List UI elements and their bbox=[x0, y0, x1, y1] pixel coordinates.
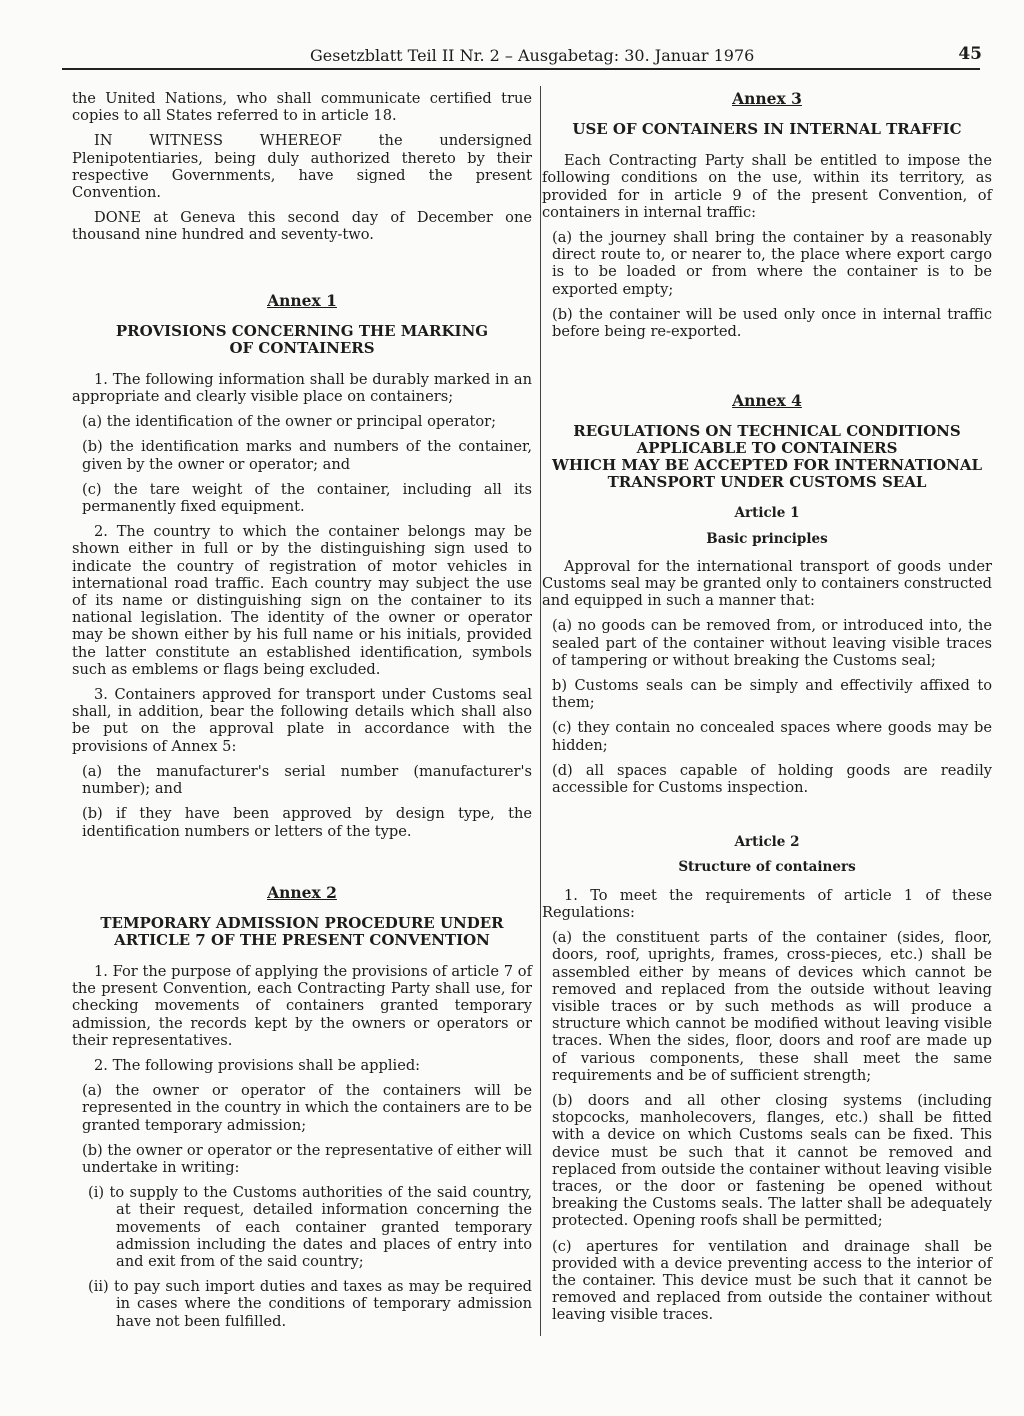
annex-1-title bbox=[72, 323, 532, 357]
annex-4-title-line2: APPLICABLE TO CONTAINERS bbox=[636, 439, 898, 458]
annex-2-para-2b: (b) the owner or operator or the representative of either will undertake in writing: bbox=[82, 1141, 532, 1176]
annex-3-heading: Annex 3 bbox=[732, 89, 802, 108]
article-1-para-a: (a) no goods can be removed from, or introduced into, the sealed part of the container without leaving visible traces of tampering or without breaking the Customs seal; bbox=[552, 617, 992, 669]
annex-3-title: USE OF CONTAINERS IN INTERNAL TRAFFIC bbox=[572, 120, 962, 139]
annex-1-para-3b: (b) if they have been approved by design type, the identification numbers or letters of the type. bbox=[82, 805, 532, 840]
article-2-para-1: 1. To meet the requirements of article 1 of these Regulations: bbox=[542, 886, 992, 921]
article-1-para-c: (c) they contain no concealed spaces where goods may be hidden; bbox=[552, 719, 992, 754]
article-1-para-d: (d) all spaces capable of holding goods are readily accessible for Customs inspection. bbox=[552, 761, 992, 797]
column-divider bbox=[540, 86, 541, 1336]
article-1-title: Basic principles bbox=[706, 530, 828, 547]
annex-2-para-2: 2. The following provisions shall be applied: bbox=[94, 1056, 421, 1074]
annex-4-heading: Annex 4 bbox=[732, 391, 802, 411]
page-header bbox=[310, 44, 990, 70]
article-2-para-a: (a) the constituent parts of the container (sides, floor, doors, roof, uprights, frames, cross-pieces, etc.) shall be assembled either by means of devices which cannot be removed and replaced from the outside without leaving visible traces or by such methods as will produce a structure which cannot be modified without leaving visible traces. When the sides, floor, doors and roof are made up of various components, these shall meet the same requirements and be of sufficient strength; bbox=[552, 929, 992, 1084]
page-number: 45 bbox=[958, 44, 982, 64]
annex-2-para-2a: (a) the owner or operator of the containers will be represented in the country in which the containers are to be granted temporary admission; bbox=[82, 1082, 532, 1134]
article-2-heading: Article 2 bbox=[734, 834, 800, 851]
done-at-geneva: DONE at Geneva this second day of December one thousand nine hundred and seventy-two. bbox=[72, 209, 532, 244]
annex-1-para-2: 2. The country to which the container belongs may be shown either in full or by the distinguishing sign used to indicate the country of registration of motor vehicles in international road traffic. Each country may subject the use of its name or distinguishing sign on the container to its national legislation. The identity of the owner or operator may be shown either by his full name or his initials, provided the latter constitute an established identification, symbols such as emblems or flags being excluded. bbox=[72, 523, 532, 678]
annex-1-para-1b: (b) the identification marks and numbers of the container, given by the owner or operator; and bbox=[82, 438, 532, 473]
annex-4-title-line4: TRANSPORT UNDER CUSTOMS SEAL bbox=[607, 473, 927, 492]
annex-1-para-3a: (a) the manufacturer's serial number (manufacturer's number); and bbox=[82, 762, 532, 798]
right-column bbox=[542, 90, 992, 1332]
annex-4-title-line3: WHICH MAY BE ACCEPTED FOR INTERNATIONAL bbox=[551, 456, 983, 475]
annex-2-para-2b-i: (i) to supply to the Customs authorities of the said country, at their request, detailed information concerning the movements of each container granted temporary admission including the dates and places of entry into and exit from of the said country; bbox=[88, 1184, 532, 1270]
annex-3-para-1: Each Contracting Party shall be entitled to impose the following conditions on the use, within its territory, as provided for in article 9 of the present Convention, of containers in internal traffic: bbox=[542, 152, 992, 221]
annex-1-title-line1: PROVISIONS CONCERNING THE MARKING bbox=[115, 321, 489, 340]
witness-paragraph: IN WITNESS WHEREOF the undersigned Plenipotentiaries, being duly authorized thereto by their respective Governments, have signed the present Convention. bbox=[72, 132, 532, 202]
annex-1-para-1a: (a) the identification of the owner or principal operator; bbox=[82, 413, 497, 431]
annex-3-para-a: (a) the journey shall bring the container by a reasonably direct route to, or nearer to, the place where export cargo is to be loaded or from where the container is to be exported empty; bbox=[552, 229, 992, 298]
annex-1-title-line2: OF CONTAINERS bbox=[229, 338, 375, 357]
annex-4-title-line1: REGULATIONS ON TECHNICAL CONDITIONS bbox=[573, 422, 961, 441]
article-1-para-b: b) Customs seals can be simply and effectivily affixed to them; bbox=[552, 677, 992, 712]
annex-1-para-1c: (c) the tare weight of the container, including all its permanently fixed equipment. bbox=[82, 480, 532, 516]
annex-1-para-3: 3. Containers approved for transport under Customs seal shall, in addition, bear the following details which shall also be put on the approval plate in accordance with the provisions of Annex 5: bbox=[72, 686, 532, 755]
annex-3-para-b: (b) the container will be used only once in internal traffic before being re-exported. bbox=[552, 305, 992, 341]
article-2-para-b: (b) doors and all other closing systems (including stopcocks, manholecovers, flanges, etc.) shall be fitted with a device on which Customs seals can be fixed. This device must be such that it cannot be removed and replaced from outside the container without leaving visible traces, or the door or fastening be opened without breaking the Customs seals. The latter shall be adequately protected. Opening roofs shall be permitted; bbox=[552, 1091, 992, 1230]
annex-2-heading: Annex 2 bbox=[267, 882, 337, 902]
article-1-heading: Article 1 bbox=[734, 505, 800, 522]
annex-2-para-1: 1. For the purpose of applying the provisions of article 7 of the present Convention, each Contracting Party shall use, for checking movements of containers granted temporary admission, the records kept by the owners or operators or their representatives. bbox=[72, 962, 532, 1049]
header-rule bbox=[62, 68, 980, 70]
annex-2-title-line1: TEMPORARY ADMISSION PROCEDURE UNDER bbox=[100, 913, 504, 932]
annex-1-para-1: 1. The following information shall be durably marked in an appropriate and clearly visible place on containers; bbox=[72, 370, 532, 406]
annex-2-title-line2: ARTICLE 7 OF THE PRESENT CONVENTION bbox=[114, 930, 490, 949]
article-1-para-1: Approval for the international transport of goods under Customs seal may be granted only to containers constructed and equipped in such a manner that: bbox=[542, 557, 992, 610]
header-title: Gesetzblatt Teil II Nr. 2 – Ausgabetag: 30. Januar 1976 bbox=[310, 46, 755, 65]
article-2-title: Structure of containers bbox=[678, 859, 856, 876]
annex-1-heading: Annex 1 bbox=[267, 290, 337, 310]
left-column bbox=[72, 90, 532, 1338]
annex-2-para-2b-ii: (ii) to pay such import duties and taxes as may be required in cases where the conditions of temporary admission have not been fulfilled. bbox=[88, 1278, 532, 1330]
annex-4-title bbox=[542, 423, 992, 491]
article-2-para-c: (c) apertures for ventilation and drainage shall be provided with a device preventing access to the interior of the container. This device must be such that it cannot be removed and replaced from outside the container without leaving visible traces. bbox=[552, 1237, 992, 1324]
convention-closing-text: the United Nations, who shall communicate certified true copies to all States referred to in article 18. bbox=[72, 90, 532, 125]
annex-2-title bbox=[72, 915, 532, 949]
